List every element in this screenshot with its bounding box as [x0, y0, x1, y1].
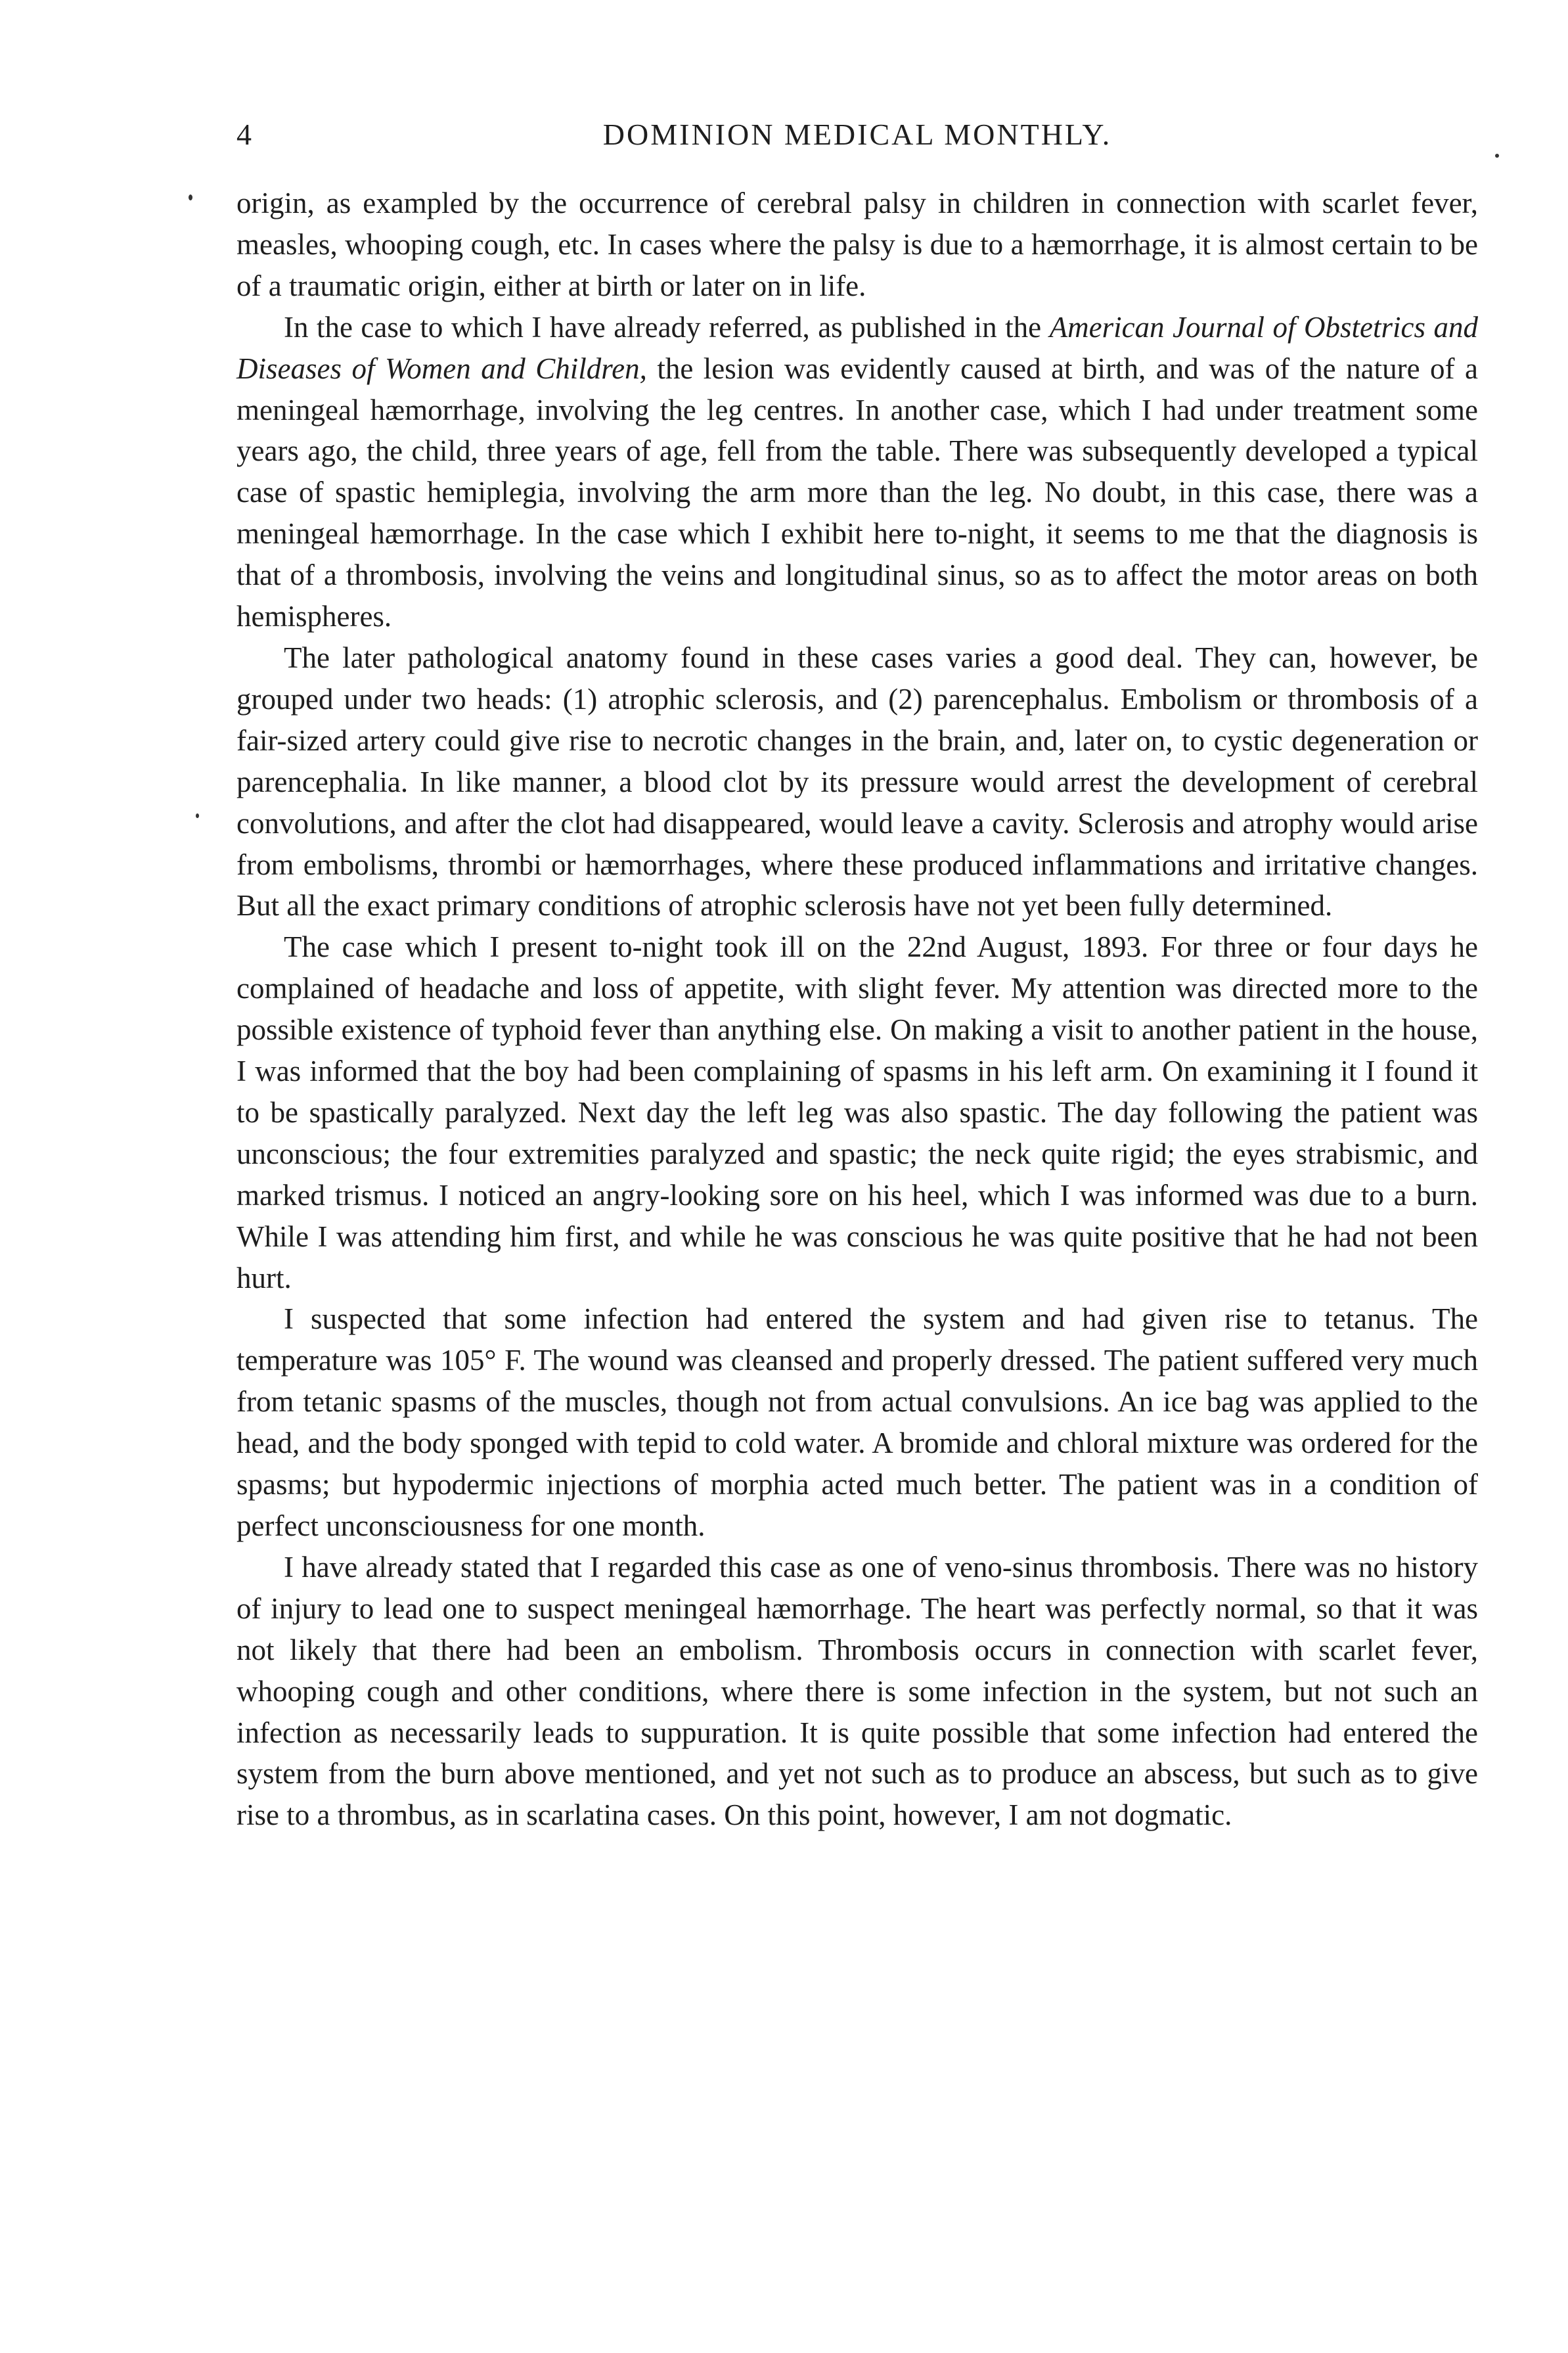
paragraph: I have already stated that I regarded this case as one of veno-sinus thrombosis. There was no history of injury to lead one to suspect meningeal hæmorrhage. The heart was perfectly normal, so that it was not likely that there had been an embolism. Thrombosis occurs in connection with scarlet fever, whooping cough and other conditions, where there is some infection in the system, but not such an infection as necessarily leads to suppuration. It is quite possible that some infection had entered the system from the burn above mentioned, and yet not such as to produce an abscess, but such as to give rise to a thrombus, as in scarlatina cases. On this point, however, I am not dogmatic. — [236, 1550, 1478, 1832]
body-text — [236, 183, 1478, 1836]
paragraph: I suspected that some infection had entered the system and had given rise to tetanus. The temperature was 105° F. The wound was cleansed and properly dressed. The patient suffered very much from tetanic spasms of the muscles, though not from actual convulsions. An ice bag was applied to the head, and the body sponged with tepid to cold water. A bromide and chloral mixture was ordered for the spasms; but hypodermic injections of morphia acted much better. The patient was in a condition of perfect unconsciousness for one month. — [236, 1302, 1478, 1542]
paragraph-text: In the case to which I have already referred, as published in the — [284, 310, 1050, 344]
paragraph: origin, as exampled by the occurrence of cerebral palsy in children in connection with scarlet fever, measles, whooping cough, etc. In cases where the palsy is due to a hæmorrhage, it is almost certain to be of a traumatic origin, either at birth or later on in life. — [236, 187, 1478, 302]
scan-speck — [1495, 154, 1499, 158]
paragraph-text: the lesion was evidently caused at birth, and was of the nature of a meningeal hæmorrhage, involving the leg centres. In another case, which I had under treatment some years ago, the child, three years of age, fell from the table. There was subsequently developed a typical case of spastic hemiplegia, involving the arm more than the leg. No doubt, in this case, there was a meningeal hæmorrhage. In the case which I exhibit here to-night, it seems to me that the diagnosis is that of a thrombosis, involving the veins and longitudinal sinus, so as to affect the motor areas on both hemispheres. — [236, 352, 1478, 633]
scan-speck — [196, 813, 199, 818]
running-head: DOMINION MEDICAL MONTHLY. — [602, 118, 1112, 151]
journal-title: American Journal of Obstetrics and Diseases of Women and Children, — [236, 310, 1478, 385]
scan-speck — [189, 194, 192, 200]
paragraph: The later pathological anatomy found in these cases varies a good deal. They can, however, be grouped under two heads: (1) atrophic sclerosis, and (2) parencephalus. Embolism or thrombosis of a fair-sized artery could give rise to necrotic changes in the brain, and, later on, to cystic degeneration or parencephalia. In like manner, a blood clot by its pressure would arrest the development of cerebral convolutions, and after the clot had disappeared, would leave a cavity. Sclerosis and atrophy would arise from embolisms, thrombi or hæmorrhages, where these produced inflammations and irritative changes. But all the exact primary conditions of atrophic sclerosis have not yet been fully determined. — [236, 641, 1478, 923]
paragraph: The case which I present to-night took ill on the 22nd August, 1893. For three or four days he complained of headache and loss of appetite, with slight fever. My attention was directed more to the possible existence of typhoid fever than anything else. On making a visit to another patient in the house, I was informed that the boy had been complaining of spasms in his left arm. On examining it I found it to be spastically paralyzed. Next day the left leg was also spastic. The day following the patient was unconscious; the four extremities paralyzed and spastic; the neck quite rigid; the eyes strabismic, and marked trismus. I noticed an angry-looking sore on his heel, which I was informed was due to a burn. While I was attending him first, and while he was conscious he was quite positive that he had not been hurt. — [236, 930, 1478, 1294]
page-header — [236, 117, 1478, 163]
paragraph — [236, 307, 1478, 637]
page-number: 4 — [236, 118, 252, 151]
